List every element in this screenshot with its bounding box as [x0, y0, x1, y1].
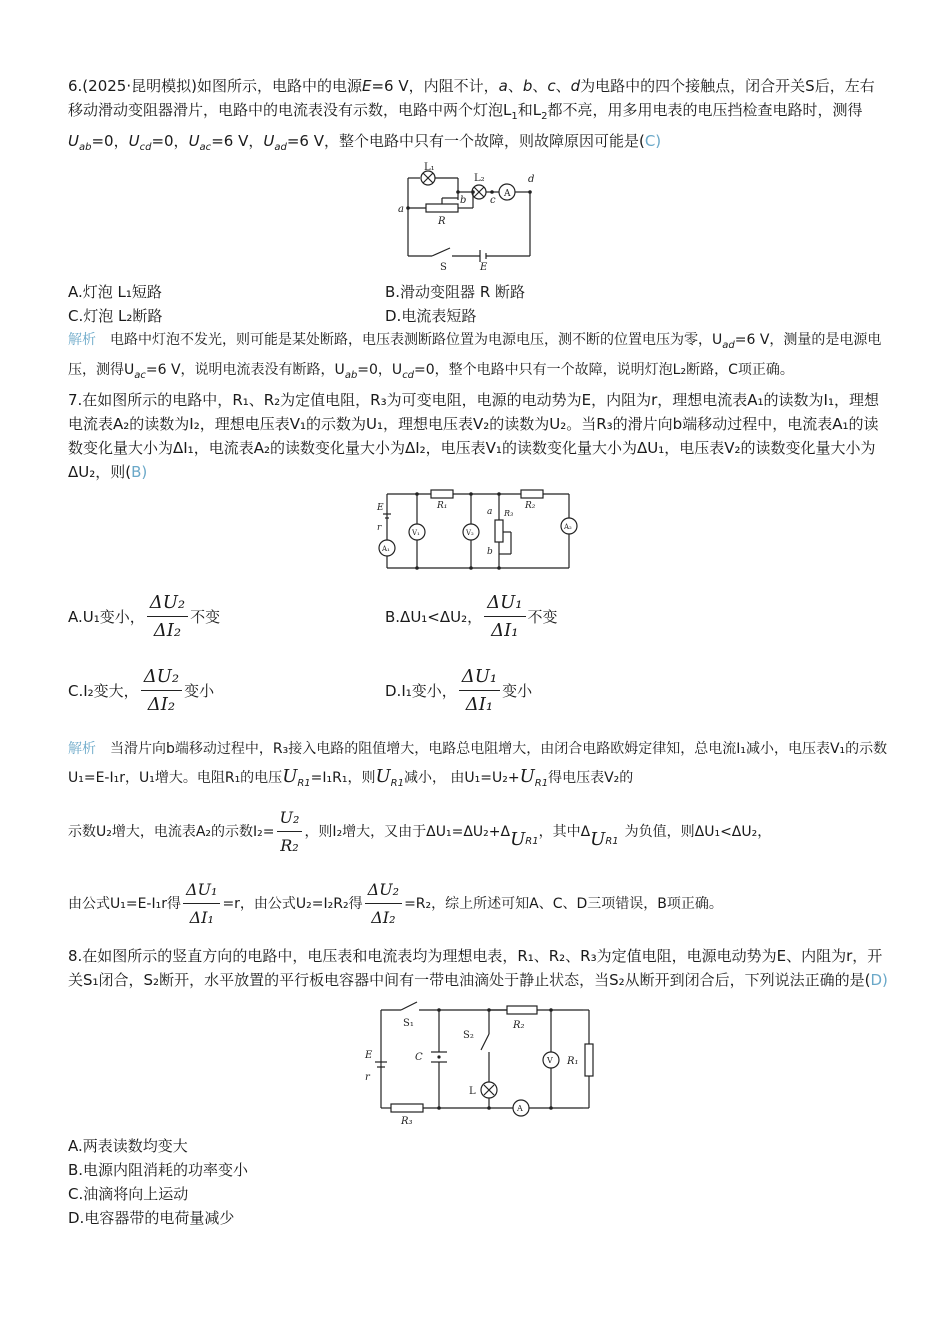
- q7-u-r1-sub-a: R1: [297, 777, 311, 789]
- q8-close: ): [882, 971, 888, 990]
- q8-option-a[interactable]: A.两表读数均变大: [68, 1137, 188, 1156]
- q6-analysis-1: 电路中灯泡不发光，则可能是某处断路，电压表测断路位置为电源电压，测不断的位置电压为零，U: [110, 332, 723, 348]
- q7-label-R3: R₃: [504, 508, 514, 518]
- q8-label-R1: R₁: [567, 1056, 579, 1068]
- q6-analysis-2: =6 V，测量的是电源电压，测得U: [68, 332, 882, 378]
- q7-option-c-den: ΔI₂: [147, 693, 176, 715]
- q6-label-S: S: [440, 262, 447, 273]
- q7-option-b-fraction: [484, 592, 525, 642]
- q6-options: [68, 280, 888, 328]
- q7-label-r: r: [377, 522, 382, 533]
- q6-label-a: a: [398, 204, 404, 215]
- q7-analysis-3-num2: ΔU₂: [365, 879, 402, 904]
- q7-analysis-2-num: U₂: [277, 807, 303, 832]
- q7-u-r1-d: U: [510, 829, 526, 851]
- q7-option-d-post: 变小: [502, 682, 533, 701]
- q8-option-c[interactable]: C.油滴将向上运动: [68, 1185, 189, 1204]
- q7-analysis-para-2: [68, 802, 888, 862]
- page: [68, 74, 888, 1230]
- q6-measure-2: =0，: [151, 132, 189, 150]
- q6-option-c[interactable]: C.灯泡 L₂断路: [68, 307, 163, 325]
- q7-analysis-3b: =r，由公式U₂=I₂R₂得: [222, 896, 363, 913]
- q7-option-d-den: ΔI₁: [465, 693, 494, 715]
- q6-stem-text-1: 6.(2025·昆明模拟)如图所示，电路中的电源: [68, 77, 362, 95]
- q6-analysis-4: =0，U: [357, 361, 403, 378]
- q8-label-E: E: [365, 1050, 373, 1062]
- q8-stem-text: 8.在如图所示的竖直方向的电路中，电压表和电流表均为理想电表，R₁、R₂、R₃为定值电阻，电源电动势为E、内阻为r，开关S₁闭合，S₂断开，水平放置的平行板电容器中间有一带电油滴处于静止状态，当S₂从断开到闭合后，下列说法正确的是(: [68, 947, 883, 990]
- q8-label-C: C: [415, 1052, 423, 1064]
- q7-analysis-2b: ，则I₂增大，又由于ΔU₁=ΔU₂+Δ: [304, 824, 511, 841]
- q7-analysis-1b: =I₁R₁，则: [310, 769, 376, 786]
- q7-option-a-fraction: [147, 592, 188, 642]
- q7-label-a: a: [487, 506, 493, 517]
- q6-label-b: b: [460, 195, 467, 206]
- q7-option-d-pre: D.I₁变小，: [385, 682, 457, 701]
- q7-analysis-2-den: R₂: [280, 836, 299, 856]
- q6-label-ammeter: A: [504, 189, 511, 199]
- q7-analysis-2a: 示数U₂增大，电流表A₂的示数I₂=: [68, 824, 275, 841]
- q8-answer: D: [870, 971, 883, 990]
- q7-analysis-fraction-i2: [277, 807, 303, 857]
- q7-option-c-fraction: [141, 666, 182, 716]
- q6-stem-text-2: =6 V，内阻不计，: [371, 77, 499, 95]
- q7-option-a-post: 不变: [190, 608, 221, 627]
- q6-circuit-diagram: [398, 162, 558, 273]
- q7-analysis-label: 解析: [68, 740, 96, 757]
- q7-u-r1-sub-d: R1: [525, 836, 539, 848]
- q8-label-S1: S₁: [403, 1018, 414, 1030]
- q6-stem-text-5: 都不亮，用多用电表的电压挡检查电路时，测得: [547, 101, 863, 119]
- q6-option-a[interactable]: A.灯泡 L₁短路: [68, 283, 162, 301]
- q7-analysis-3-num1: ΔU₁: [183, 879, 220, 904]
- q7-u-r1-sub-e: R1: [605, 836, 619, 848]
- q7-label-V1: V₁: [412, 528, 420, 537]
- q7-analysis-3-den2: ΔI₂: [371, 908, 396, 928]
- q8-label-V: V: [547, 1056, 553, 1066]
- q7-analysis-2d: 为负值，则ΔU₁<ΔU₂，: [624, 824, 772, 841]
- q7-label-b: b: [487, 546, 493, 557]
- q7-stem: [68, 388, 888, 484]
- q7-option-b-num: ΔU₁: [484, 592, 525, 617]
- q7-option-c-post: 变小: [184, 682, 215, 701]
- q6-label-L2: L₂: [474, 173, 485, 184]
- q7-analysis-2c: ，其中Δ: [538, 824, 591, 841]
- q7-option-a[interactable]: [68, 580, 385, 654]
- q6-label-d: d: [528, 174, 535, 185]
- q7-label-A1: A₁: [382, 544, 390, 553]
- q7-label-R2: R₂: [525, 500, 536, 511]
- q7-analysis-1: 当滑片向b端移动过程中，R₃接入电路的阻值增大，电路总电阻增大，由闭合电路欧姆定律知，总电流I₁减小，电压表V₁的示数U₁=E-I₁r，U₁增大。电阻R₁的电压: [68, 740, 888, 786]
- q7-u-r1-a: U: [282, 765, 298, 787]
- q6-option-d[interactable]: D.电流表短路: [385, 307, 477, 325]
- q6-measure-4: =6 V，整个电路中只有一个故障，则故障原因可能是(: [286, 132, 645, 150]
- q7-option-b-post: 不变: [527, 608, 558, 627]
- q6-measure-1: =0，: [91, 132, 129, 150]
- q8-option-d[interactable]: D.电容器带的电荷量减少: [68, 1209, 235, 1228]
- q7-u-r1-c: U: [519, 765, 535, 787]
- q8-label-S2: S₂: [463, 1030, 474, 1042]
- q7-option-c-pre: C.I₂变大，: [68, 682, 139, 701]
- q8-option-b[interactable]: B.电源内阻消耗的功率变小: [68, 1161, 249, 1180]
- q7-option-a-pre: A.U₁变小，: [68, 608, 145, 627]
- q6-analysis-3: =6 V，说明电流表没有断路，U: [145, 361, 345, 378]
- q7-circuit-diagram: [373, 486, 583, 572]
- q6-answer: C: [644, 132, 656, 150]
- q6-analysis-label: 解析: [68, 332, 96, 348]
- q7-option-b[interactable]: [385, 580, 785, 654]
- q7-option-c[interactable]: [68, 654, 385, 728]
- q8-stem: [68, 944, 888, 992]
- q6-measure-3: =6 V，: [211, 132, 264, 150]
- q7-options: [68, 580, 888, 728]
- q7-analysis-1c: 减小， 由U₁=U₂+: [403, 769, 520, 786]
- q6-label-R: R: [438, 216, 446, 227]
- q7-u-r1-b: U: [375, 765, 391, 787]
- q8-circuit-diagram: [353, 1000, 603, 1126]
- q6-close: ): [655, 132, 662, 150]
- q7-analysis-3c: =R₂，综上所述可知A、C、D三项错误，B项正确。: [404, 896, 723, 913]
- q7-u-r1-e: U: [590, 829, 606, 851]
- q7-analysis-3a: 由公式U₁=E-I₁r得: [68, 896, 181, 913]
- q8-label-A: A: [517, 1104, 523, 1114]
- q7-label-V2: V₂: [466, 528, 474, 537]
- q7-option-d[interactable]: [385, 654, 785, 728]
- q7-label-E: E: [377, 502, 384, 513]
- q7-analysis-1d: 得电压表V₂的: [548, 769, 634, 786]
- q7-close: ): [141, 462, 148, 481]
- q7-option-a-num: ΔU₂: [147, 592, 188, 617]
- q7-stem-text: 7.在如图所示的电路中，R₁、R₂为定值电阻，R₃为可变电阻，电源的电动势为E，内阻为r，理想电流表A₁的读数为I₁，理想电流表A₂的读数为I₂，理想电压表V₁的示数为U₁，理想电压表V₂的读数为U₂。当R₃的滑片向b端移动过程中，电流表A₁的读数变化量大小为ΔI₁，电流表A₂的读数变化量大小为ΔI₂，电压表V₁的读数变化量大小为ΔU₁，电压表V₂的读数变化量大小为ΔU₂，则(: [68, 390, 879, 481]
- q8-label-L: L: [469, 1086, 476, 1098]
- q7-analysis-fraction-r2: [365, 879, 402, 929]
- q6-stem: 6.(2025·昆明模拟)如图所示，电路中的电源E=6 V，内阻不计，a、b、c、d为电路中的四个接触点，闭合开关S后，左右移动滑动变阻器滑片，电路中的电流表没有示数，电路中两个灯泡$L_1$和$L_2$都不亮，用多用电表的电压挡检查电路时，测得$U_{ab}=0$，$U_{cd}=0$，$U_{ac}=6$ V，$U_{ad}=6$ V，整个电路中只有一个故障，则故障原因可能是(C): [68, 77, 875, 153]
- q7-option-b-pre: B.ΔU₁<ΔU₂，: [385, 608, 483, 627]
- q7-option-b-den: ΔI₁: [491, 619, 519, 641]
- q7-analysis-para-1: [68, 736, 888, 797]
- q7-label-A2: A₂: [564, 522, 572, 531]
- q7-option-d-num: ΔU₁: [459, 666, 500, 691]
- q6-analysis-5: =0，整个电路中只有一个故障，说明灯泡L₂断路，C项正确。: [414, 361, 794, 378]
- q7-analysis-3-den1: ΔI₁: [189, 908, 214, 928]
- q7-answer: B: [131, 462, 142, 481]
- q6-label-c: c: [490, 195, 496, 206]
- q8-options: [68, 1134, 888, 1230]
- q6-analysis: 解析 电路中灯泡不发光，则可能是某处断路，电压表测断路位置为电源电压，测不断的位置电压为零，$U_{ad}=6$ V，测量的是电源电压，测得$U_{ac}=6$ V，说明电流表没有断路，$U_{ab}=0$，$U_{cd}=0$，整个电路中只有一个故障，说明灯泡L₂断路，C项正确。: [68, 332, 882, 381]
- q6-label-E: E: [480, 262, 488, 273]
- q8-label-R2: R₂: [513, 1020, 525, 1032]
- q7-option-c-num: ΔU₂: [141, 666, 182, 691]
- q7-option-d-fraction: [459, 666, 500, 716]
- q7-analysis-fraction-r: [183, 879, 220, 929]
- q7-label-R1: R₁: [437, 500, 448, 511]
- q6-stem-text-3: 为电路中的四个接触点，闭合开关S后，左右移动滑动变阻器滑片，电路中的电流表没有示数，电路中两个灯泡L: [68, 77, 875, 119]
- q8-label-R3: R₃: [401, 1116, 413, 1128]
- q7-u-r1-sub-c: R1: [534, 777, 549, 789]
- q7-u-r1-sub-b: R1: [390, 777, 404, 789]
- q6-option-b[interactable]: B.滑动变阻器 R 断路: [385, 283, 526, 301]
- q7-analysis-para-3: [68, 872, 888, 936]
- q6-label-L1: L₁: [424, 162, 435, 173]
- q7-option-a-den: ΔI₂: [153, 619, 182, 641]
- q8-label-r: r: [365, 1072, 370, 1084]
- q6-stem-text-4: 和L: [517, 101, 542, 119]
